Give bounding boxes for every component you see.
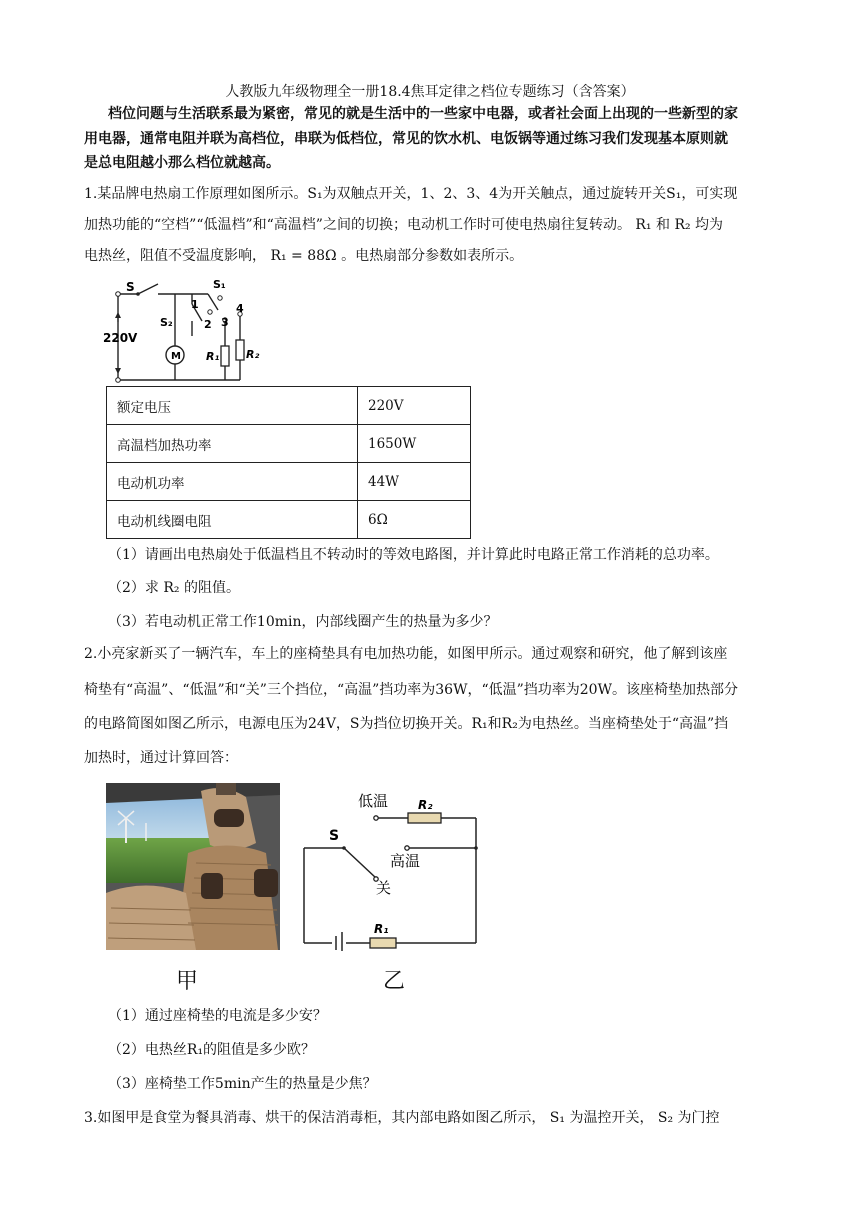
q1-parameter-table [106,386,471,539]
q2-sub-2: （2）电热丝R₁的阻值是多少欧？ [108,1042,316,1058]
figure-caption-a: 甲 [176,969,199,994]
q2-line-3: 的电路简图如图乙所示，电源电压为24V，S为挡位切换开关。R₁和R₂为电热丝。当座椅垫处于“高温”挡 [84,716,729,732]
q2-circuit-diagram [296,786,486,951]
q1-sub-3: （3）若电动机正常工作10min，内部线圈产生的热量为多少？ [108,614,498,630]
q2-line-4: 加热时，通过计算回答： [84,750,238,766]
svg-text:4: 4 [236,302,244,315]
q2-label-r2: R₂ [418,798,433,812]
q3-line-1: 3.如图甲是食堂为餐具消毒、烘干的保洁消毒柜，其内部电路如图乙所示， S₁ 为温控开关， S₂ 为门控 [84,1110,720,1126]
intro-line-3: 是总电阻越小那么档位就越高。 [84,155,280,171]
q1-label-s2: S₂ [160,316,173,329]
table-row: 电动机线圈电阻 6Ω [107,501,471,539]
table-row: 高温档加热功率 1650W [107,425,471,463]
figure-caption-b: 乙 [383,969,406,994]
q1-label-voltage: 220V [103,331,138,345]
page-title: 人教版九年级物理全一册18.4焦耳定律之档位专题练习（含答案） [225,84,635,100]
q2-sub-3: （3）座椅垫工作5min产生的热量是少焦？ [108,1076,377,1092]
svg-text:3: 3 [221,316,229,329]
q2-label-s: S [329,828,340,844]
q1-circuit-diagram [100,276,270,388]
q2-sub-1: （1）通过座椅垫的电流是多少安？ [108,1008,327,1024]
q1-label-r1: R₁ [206,350,220,363]
svg-text:2: 2 [204,318,212,331]
q2-label-low: 低温 [358,792,389,810]
q1-label-r2: R₂ [246,348,260,361]
table-row: 电动机功率 44W [107,463,471,501]
q1-sub-2: （2）求 R₂ 的阻值。 [108,580,240,596]
q1-label-s1: S₁ [213,278,226,291]
q1-line-3: 电热丝，阻值不受温度影响， R₁ = 88Ω 。电热扇部分参数如表所示。 [84,248,524,264]
q2-line-2: 椅垫有“高温”、“低温”和“关”三个挡位，“高温”挡功率为36W，“低温”挡功率为20W。该座椅垫加热部分 [84,682,738,698]
q1-line-1: 1.某品牌电热扇工作原理如图所示。S₁为双触点开关，1、2、3、4为开关触点，通过旋转开关S₁，可实现 [84,186,738,202]
q2-label-high: 高温 [390,852,421,870]
car-seat-photo [106,783,280,950]
intro-line-2: 用电器，通常电阻并联为高档位，串联为低档位，常见的饮水机、电饭锅等通过练习我们发现基本原则就 [84,131,728,147]
table-row: 额定电压 220V [107,387,471,425]
intro-line-1: 档位问题与生活联系最为紧密，常见的就是生活中的一些家中电器，或者社会面上出现的一些新型的家 [108,106,738,122]
q1-motor-label: M [171,351,181,362]
q1-sub-1: （1）请画出电热扇处于低温档且不转动时的等效电路图，并计算此时电路正常工作消耗的总功率。 [108,547,719,563]
q2-label-r1: R₁ [374,922,389,936]
q1-label-s: S [126,280,135,294]
svg-text:1: 1 [191,298,199,311]
q1-line-2: 加热功能的“空档”“低温档”和“高温档”之间的切换；电动机工作时可使电热扇往复转动。 R₁ 和 R₂ 均为 [84,217,724,233]
q2-line-1: 2.小亮家新买了一辆汽车，车上的座椅垫具有电加热功能，如图甲所示。通过观察和研究，他了解到该座 [84,646,728,662]
q2-label-off: 关 [376,879,392,897]
